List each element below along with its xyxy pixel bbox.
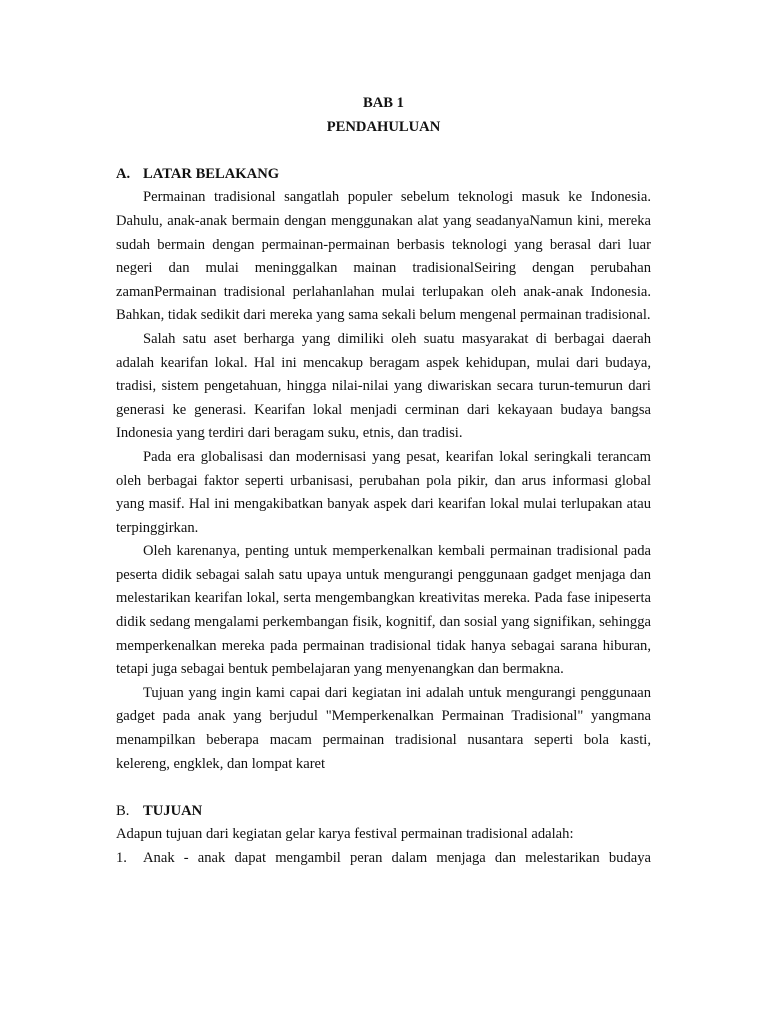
list-item (116, 847, 651, 871)
section-title: LATAR BELAKANG (143, 165, 280, 182)
section-marker: B. (116, 802, 130, 819)
document-body (116, 92, 651, 871)
paragraph: Oleh karenanya, penting untuk memperkenalkan kembali permainan tradisional pada peserta didik sebagai salah satu upaya untuk mengurangi penggunaan gadget menjaga dan melestarikan kearifan lokal, serta mengembangkan kreativitas mereka. Pada fase inipeserta didik sedang mengalami perkembangan fisik, kognitif, dan sosial yang signifikan, sehingga memperkenalkan mereka pada permainan tradisional tidak hanya sebagai sarana hiburan, tetapi juga sebagai bentuk pembelajaran yang menyenangkan dan bermakna. (116, 543, 651, 678)
spacer (116, 776, 651, 800)
section-intro: Adapun tujuan dari kegiatan gelar karya festival permainan tradisional adalah: (116, 826, 574, 843)
spacer (116, 139, 651, 163)
list-item-text: Anak - anak dapat mengambil peran dalam menjaga dan melestarikan budaya (143, 850, 651, 866)
paragraph: Tujuan yang ingin kami capai dari kegiatan ini adalah untuk mengurangi penggunaan gadget pada anak yang berjudul "Memperkenalkan Permainan Tradisional" yangmana menampilkan beberapa macam permainan tradisional nusantara seperti bola kasti, kelereng, engklek, dan lompat karet (116, 684, 651, 772)
section-heading-tujuan (116, 800, 651, 824)
chapter-title: PENDAHULUAN (326, 118, 441, 135)
paragraph: Permainan tradisional sangatlah populer sebelum teknologi masuk ke Indonesia. Dahulu, anak-anak bermain dengan menggunakan alat yang seadanyaNamun kini, mereka sudah bermain dengan permainan-permainan berbasis teknologi yang berasal dari luar negeri dan mulai meninggalkan mainan tradisionalSeiring dengan perubahan zamanPermainan tradisional perlahanlahan mulai terlupakan oleh anak-anak Indonesia. Bahkan, tidak sedikit dari mereka yang sama sekali belum mengenal permainan tradisional. (116, 189, 651, 324)
paragraph: Salah satu aset berharga yang dimiliki oleh suatu masyarakat di berbagai daerah adalah kearifan lokal. Hal ini mencakup beragam aspek kehidupan, mulai dari budaya, tradisi, sistem pengetahuan, hingga nilai-nilai yang diwariskan secara turun-temurun dari generasi ke generasi. Kearifan lokal menjadi cerminan dari kekayaan budaya bangsa Indonesia yang terdiri dari beragam suku, etnis, dan tradisi. (116, 330, 651, 442)
chapter-number: BAB 1 (363, 95, 404, 111)
section-title: TUJUAN (143, 802, 203, 819)
section-heading-latar-belakang (116, 163, 651, 187)
paragraph: Pada era globalisasi dan modernisasi yang pesat, kearifan lokal seringkali terancam oleh berbagai faktor seperti urbanisasi, perubahan pola pikir, dan arus informasi global yang masif. Hal ini mengakibatkan banyak aspek dari kearifan lokal mulai terlupakan atau terpinggirkan. (116, 448, 651, 536)
list-item-number: 1. (116, 850, 127, 866)
section-marker: A. (116, 165, 131, 182)
